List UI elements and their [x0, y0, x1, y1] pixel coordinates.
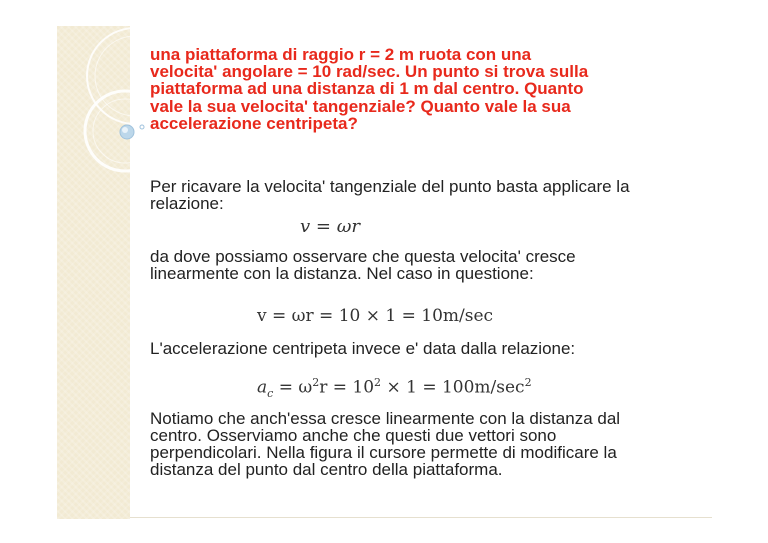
formula-sup3: 2: [524, 376, 532, 389]
formula-a: a: [257, 377, 268, 398]
formula-sup1: 2: [312, 376, 320, 389]
slide-content: [150, 45, 710, 479]
paragraph-centripetal-intro: L'accelerazione centripeta invece e' data dalla relazione:: [150, 339, 576, 358]
formula-eq1: = ω: [273, 377, 313, 398]
question-title: una piattaforma di raggio r = 2 m ruota con una velocita' angolare = 10 rad/sec. Un punto si trova sulla piattaforma ad una distanza di 1 m dal centro. Quanto vale la sua velocita' tangenziale? Quanto vale la sua accelerazione centripeta?: [150, 45, 589, 133]
formula-tangential-velocity: v = ωr: [300, 216, 360, 237]
paragraph-conclusion: Notiamo che anch'essa cresce linearmente con la distanza dal centro. Osserviamo anche che questi due vettori sono perpendicolari. Nella figura il cursore permette di modificare la distanza del punto dal centro della piattaforma.: [150, 409, 621, 479]
formula-centripetal-acceleration: [257, 374, 532, 402]
formula-a-sub: c: [267, 387, 274, 401]
formula-sup2: 2: [374, 376, 382, 389]
formula-tail: × 1 = 100m/sec: [381, 377, 525, 398]
formula-tangential-result: v = ωr = 10 × 1 = 10m/sec: [257, 306, 494, 326]
bottom-divider: [130, 517, 712, 518]
formula-mid: r = 10: [319, 377, 375, 398]
paragraph-tangential-intro: Per ricavare la velocita' tangenziale del punto basta applicare la relazione:: [150, 177, 630, 213]
paragraph-linear-growth: da dove possiamo osservare che questa velocita' cresce linearmente con la distanza. Nel caso in questione:: [150, 247, 576, 283]
